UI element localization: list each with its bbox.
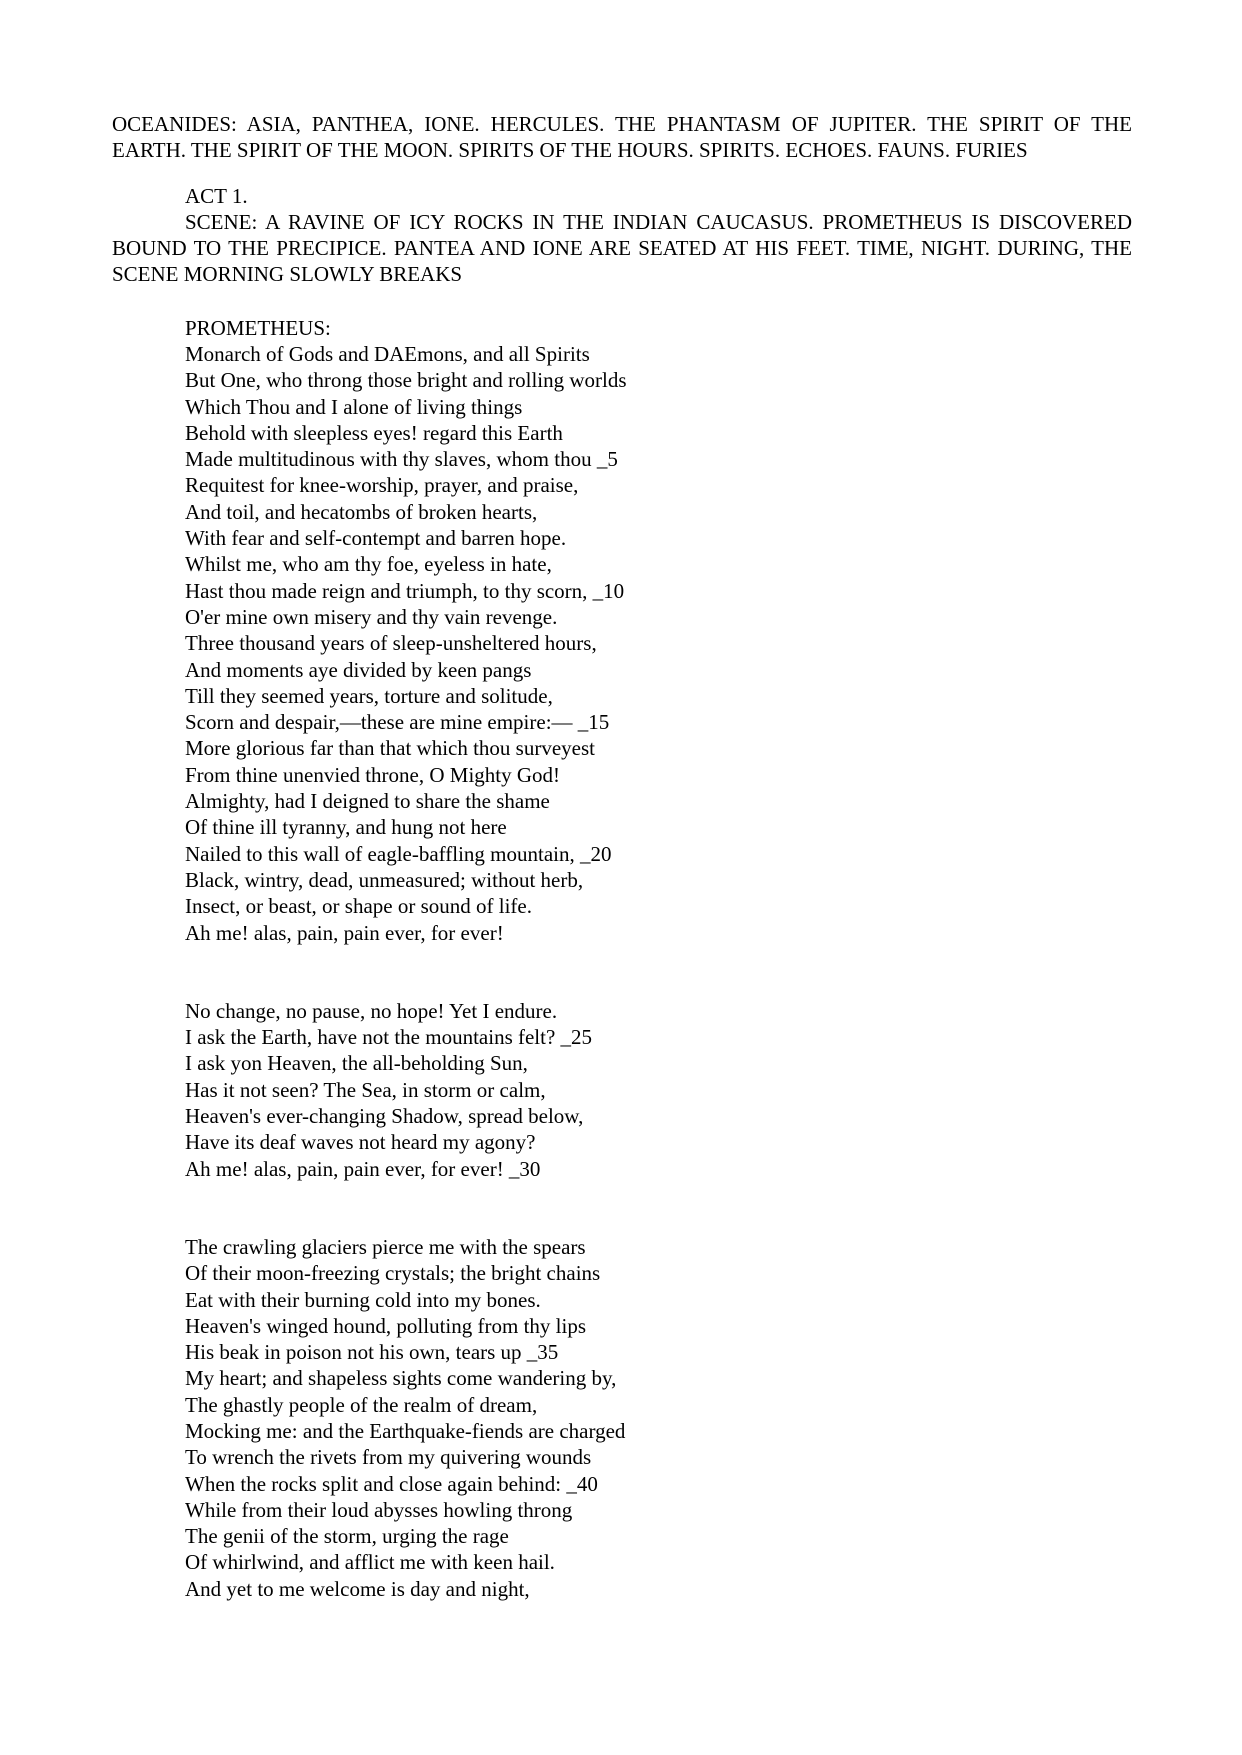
verse-line: Requitest for knee-worship, prayer, and praise, [185,473,579,498]
verse-line: Eat with their burning cold into my bones. [185,1287,541,1312]
stanza-break [112,946,1132,998]
verse-line: Mocking me: and the Earthquake-fiends are charged [185,1418,626,1443]
verse-line: I ask yon Heaven, the all-beholding Sun, [185,1051,528,1076]
verse-line: Nailed to this wall of eagle-baffling mountain, _20 [185,841,612,866]
dramatis-personae: OCEANIDES: ASIA, PANTHEA, IONE. HERCULES. THE PHANTASM OF JUPITER. THE SPIRIT OF THE EARTH. THE SPIRIT OF THE MOON. SPIRITS OF THE HOURS. SPIRITS. ECHOES. FAUNS. FURIES [112,112,1132,162]
verse-line: I ask the Earth, have not the mountains felt? _25 [185,1025,593,1050]
verse-line: The genii of the storm, urging the rage [185,1524,509,1549]
verse-line: O'er mine own misery and thy vain revenge. [185,604,558,629]
verse-line: Heaven's ever-changing Shadow, spread below, [185,1104,584,1129]
verse-line: Hast thou made reign and triumph, to thy scorn, _10 [185,578,625,603]
verse-line: And toil, and hecatombs of broken hearts, [185,499,538,524]
verse-line: Almighty, had I deigned to share the shame [185,789,550,814]
verse-line: Three thousand years of sleep-unsheltered hours, [185,631,597,656]
verse-line: Behold with sleepless eyes! regard this Earth [185,420,563,445]
verse-line: More glorious far than that which thou surveyest [185,736,595,761]
verse-line: Of thine ill tyranny, and hung not here [185,815,507,840]
verse-line: Has it not seen? The Sea, in storm or calm, [185,1077,546,1102]
verse-line: The ghastly people of the realm of dream, [185,1392,538,1417]
stanza-3 [112,1234,1132,1602]
verse-line: From thine unenvied throne, O Mighty God! [185,762,561,787]
verse-line: To wrench the rivets from my quivering wounds [185,1445,592,1470]
verse-line: Insect, or beast, or shape or sound of life. [185,894,532,919]
verse-line: My heart; and shapeless sights come wandering by, [185,1366,617,1391]
verse-line: Black, wintry, dead, unmeasured; without herb, [185,867,584,892]
verse-line: His beak in poison not his own, tears up _35 [185,1340,559,1365]
verse-line: No change, no pause, no hope! Yet I endure. [185,998,558,1023]
verse-line: Heaven's winged hound, polluting from thy lips [185,1313,586,1338]
verse-line: Which Thou and I alone of living things [185,394,523,419]
verse-line: Have its deaf waves not heard my agony? [185,1130,536,1155]
verse-line: And moments aye divided by keen pangs [185,657,532,682]
verse-line: But One, who throng those bright and rolling worlds [185,368,627,393]
scene-description: SCENE: A RAVINE OF ICY ROCKS IN THE INDIAN CAUCASUS. PROMETHEUS IS DISCOVERED BOUND TO THE PRECIPICE. PANTEA AND IONE ARE SEATED AT HIS FEET. TIME, NIGHT. DURING, THE SCENE MORNING SLOWLY BREAKS [112,210,1132,286]
verse-line: While from their loud abysses howling throng [185,1497,573,1522]
verse-line: Of whirlwind, and afflict me with keen hail. [185,1550,555,1575]
verse-line: Monarch of Gods and DAEmons, and all Spirits [185,342,590,366]
verse-line: Ah me! alas, pain, pain ever, for ever! _30 [185,1156,541,1181]
verse-line: Whilst me, who am thy foe, eyeless in hate, [185,552,552,577]
verse-line: The crawling glaciers pierce me with the spears [185,1234,586,1259]
stanza-break [112,1182,1132,1234]
verse-line: And yet to me welcome is day and night, [185,1576,530,1601]
verse-line: Of their moon-freezing crystals; the bright chains [185,1261,601,1286]
verse-line: Scorn and despair,—these are mine empire:— _15 [185,710,610,735]
verse-line: Till they seemed years, torture and solitude, [185,683,553,708]
stanza-2 [112,998,1132,1182]
speaker-name: PROMETHEUS: [185,316,331,340]
act-heading: ACT 1. [185,184,248,208]
stanza-1 [112,341,1132,946]
verse-line: Ah me! alas, pain, pain ever, for ever! [185,920,504,945]
verse-line: When the rocks split and close again behind: _40 [185,1471,598,1496]
verse-line: With fear and self-contempt and barren hope. [185,526,567,551]
document-page [112,111,1132,1602]
verse-line: Made multitudinous with thy slaves, whom thou _5 [185,447,618,472]
